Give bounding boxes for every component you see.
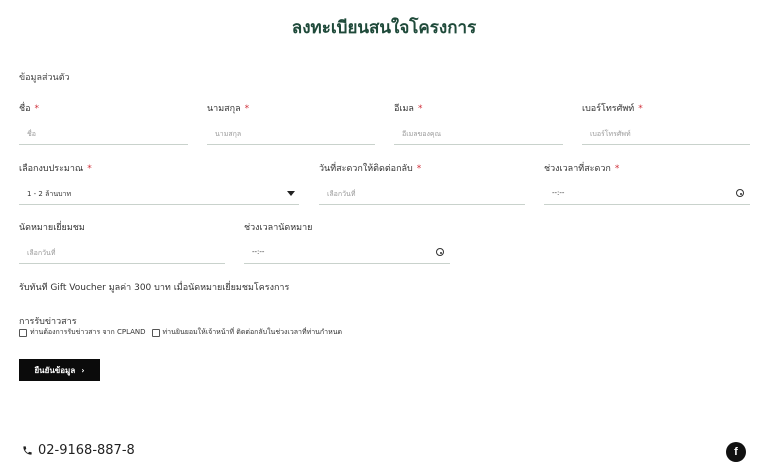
contact-time-group [544, 161, 750, 205]
contact-consent-label: ท่านยินยอมให้เจ้าหน้าที่ ติดต่อกลับในช่วงเวลาที่ท่านกำหนด [162, 328, 343, 336]
required-mark: * [416, 164, 422, 174]
budget-select[interactable] [19, 181, 299, 205]
phone-icon [22, 445, 33, 456]
required-mark: * [638, 104, 643, 114]
email-input[interactable]: อีเมลของคุณ [394, 121, 563, 145]
phone-label: เบอร์โทรศัพท์ [582, 104, 635, 114]
visit-date-label: นัดหมายเยี่ยมชม [19, 223, 85, 233]
budget-group [19, 161, 299, 205]
required-mark: * [614, 164, 620, 174]
newsletter-checkbox[interactable] [19, 329, 27, 337]
newsletter-option-label: ท่านต้องการรับข่าวสาร จาก CPLAND [30, 328, 146, 336]
visit-time-group [244, 220, 450, 264]
visit-time-label: ช่วงเวลานัดหมาย [244, 223, 313, 233]
facebook-icon[interactable]: f [726, 442, 746, 462]
last-name-input[interactable]: นามสกุล [207, 121, 375, 145]
newsletter-option[interactable] [19, 327, 146, 338]
visit-time-value: --:-- [252, 248, 265, 256]
contact-date-input[interactable]: เลือกวันที่ [319, 181, 525, 205]
first-name-input[interactable]: ชื่อ [19, 121, 188, 145]
last-name-label: นามสกุล [207, 104, 241, 114]
contact-time-label: ช่วงเวลาที่สะดวก [544, 164, 611, 174]
email-label: อีเมล [394, 104, 414, 114]
required-mark: * [417, 104, 423, 114]
budget-label: เลือกงบประมาณ [19, 164, 84, 174]
contact-consent-checkbox[interactable] [152, 329, 160, 337]
clock-icon[interactable] [436, 248, 444, 256]
phone-group [582, 101, 750, 145]
page-title: ลงทะเบียนสนใจโครงการ [291, 18, 477, 38]
contact-date-label: วันที่สะดวกให้ติดต่อกลับ [319, 164, 413, 174]
arrow-right-icon: › [81, 365, 85, 375]
visit-date-input[interactable]: เลือกวันที่ [19, 240, 225, 264]
required-mark: * [87, 164, 92, 174]
contact-consent-option[interactable] [152, 327, 342, 338]
newsletter-title: การรับข่าวสาร [19, 317, 77, 327]
footer-phone[interactable] [22, 443, 135, 458]
required-mark: * [244, 104, 250, 114]
contact-time-input[interactable] [544, 181, 750, 205]
budget-value: 1 - 2 ล้านบาท [27, 190, 72, 198]
section-title: ข้อมูลส่วนตัว [19, 73, 70, 83]
submit-label: ยืนยันข้อมูล [34, 365, 76, 375]
caret-down-icon [287, 191, 295, 196]
contact-date-group [319, 161, 525, 205]
first-name-group [19, 101, 188, 145]
newsletter-options [19, 327, 348, 338]
gift-voucher-note: รับทันที Gift Voucher มูลค่า 300 บาท เมื่อนัดหมายเยี่ยมชมโครงการ [19, 283, 290, 293]
submit-button[interactable] [19, 359, 100, 381]
email-group [394, 101, 563, 145]
first-name-label: ชื่อ [19, 104, 31, 114]
clock-icon[interactable] [736, 189, 744, 197]
required-mark: * [34, 104, 40, 114]
phone-number: 02-9168-887-8 [38, 443, 135, 458]
last-name-group [207, 101, 375, 145]
visit-time-input[interactable] [244, 240, 450, 264]
contact-time-value: --:-- [552, 189, 565, 197]
visit-date-group [19, 220, 225, 264]
phone-input[interactable]: เบอร์โทรศัพท์ [582, 121, 750, 145]
